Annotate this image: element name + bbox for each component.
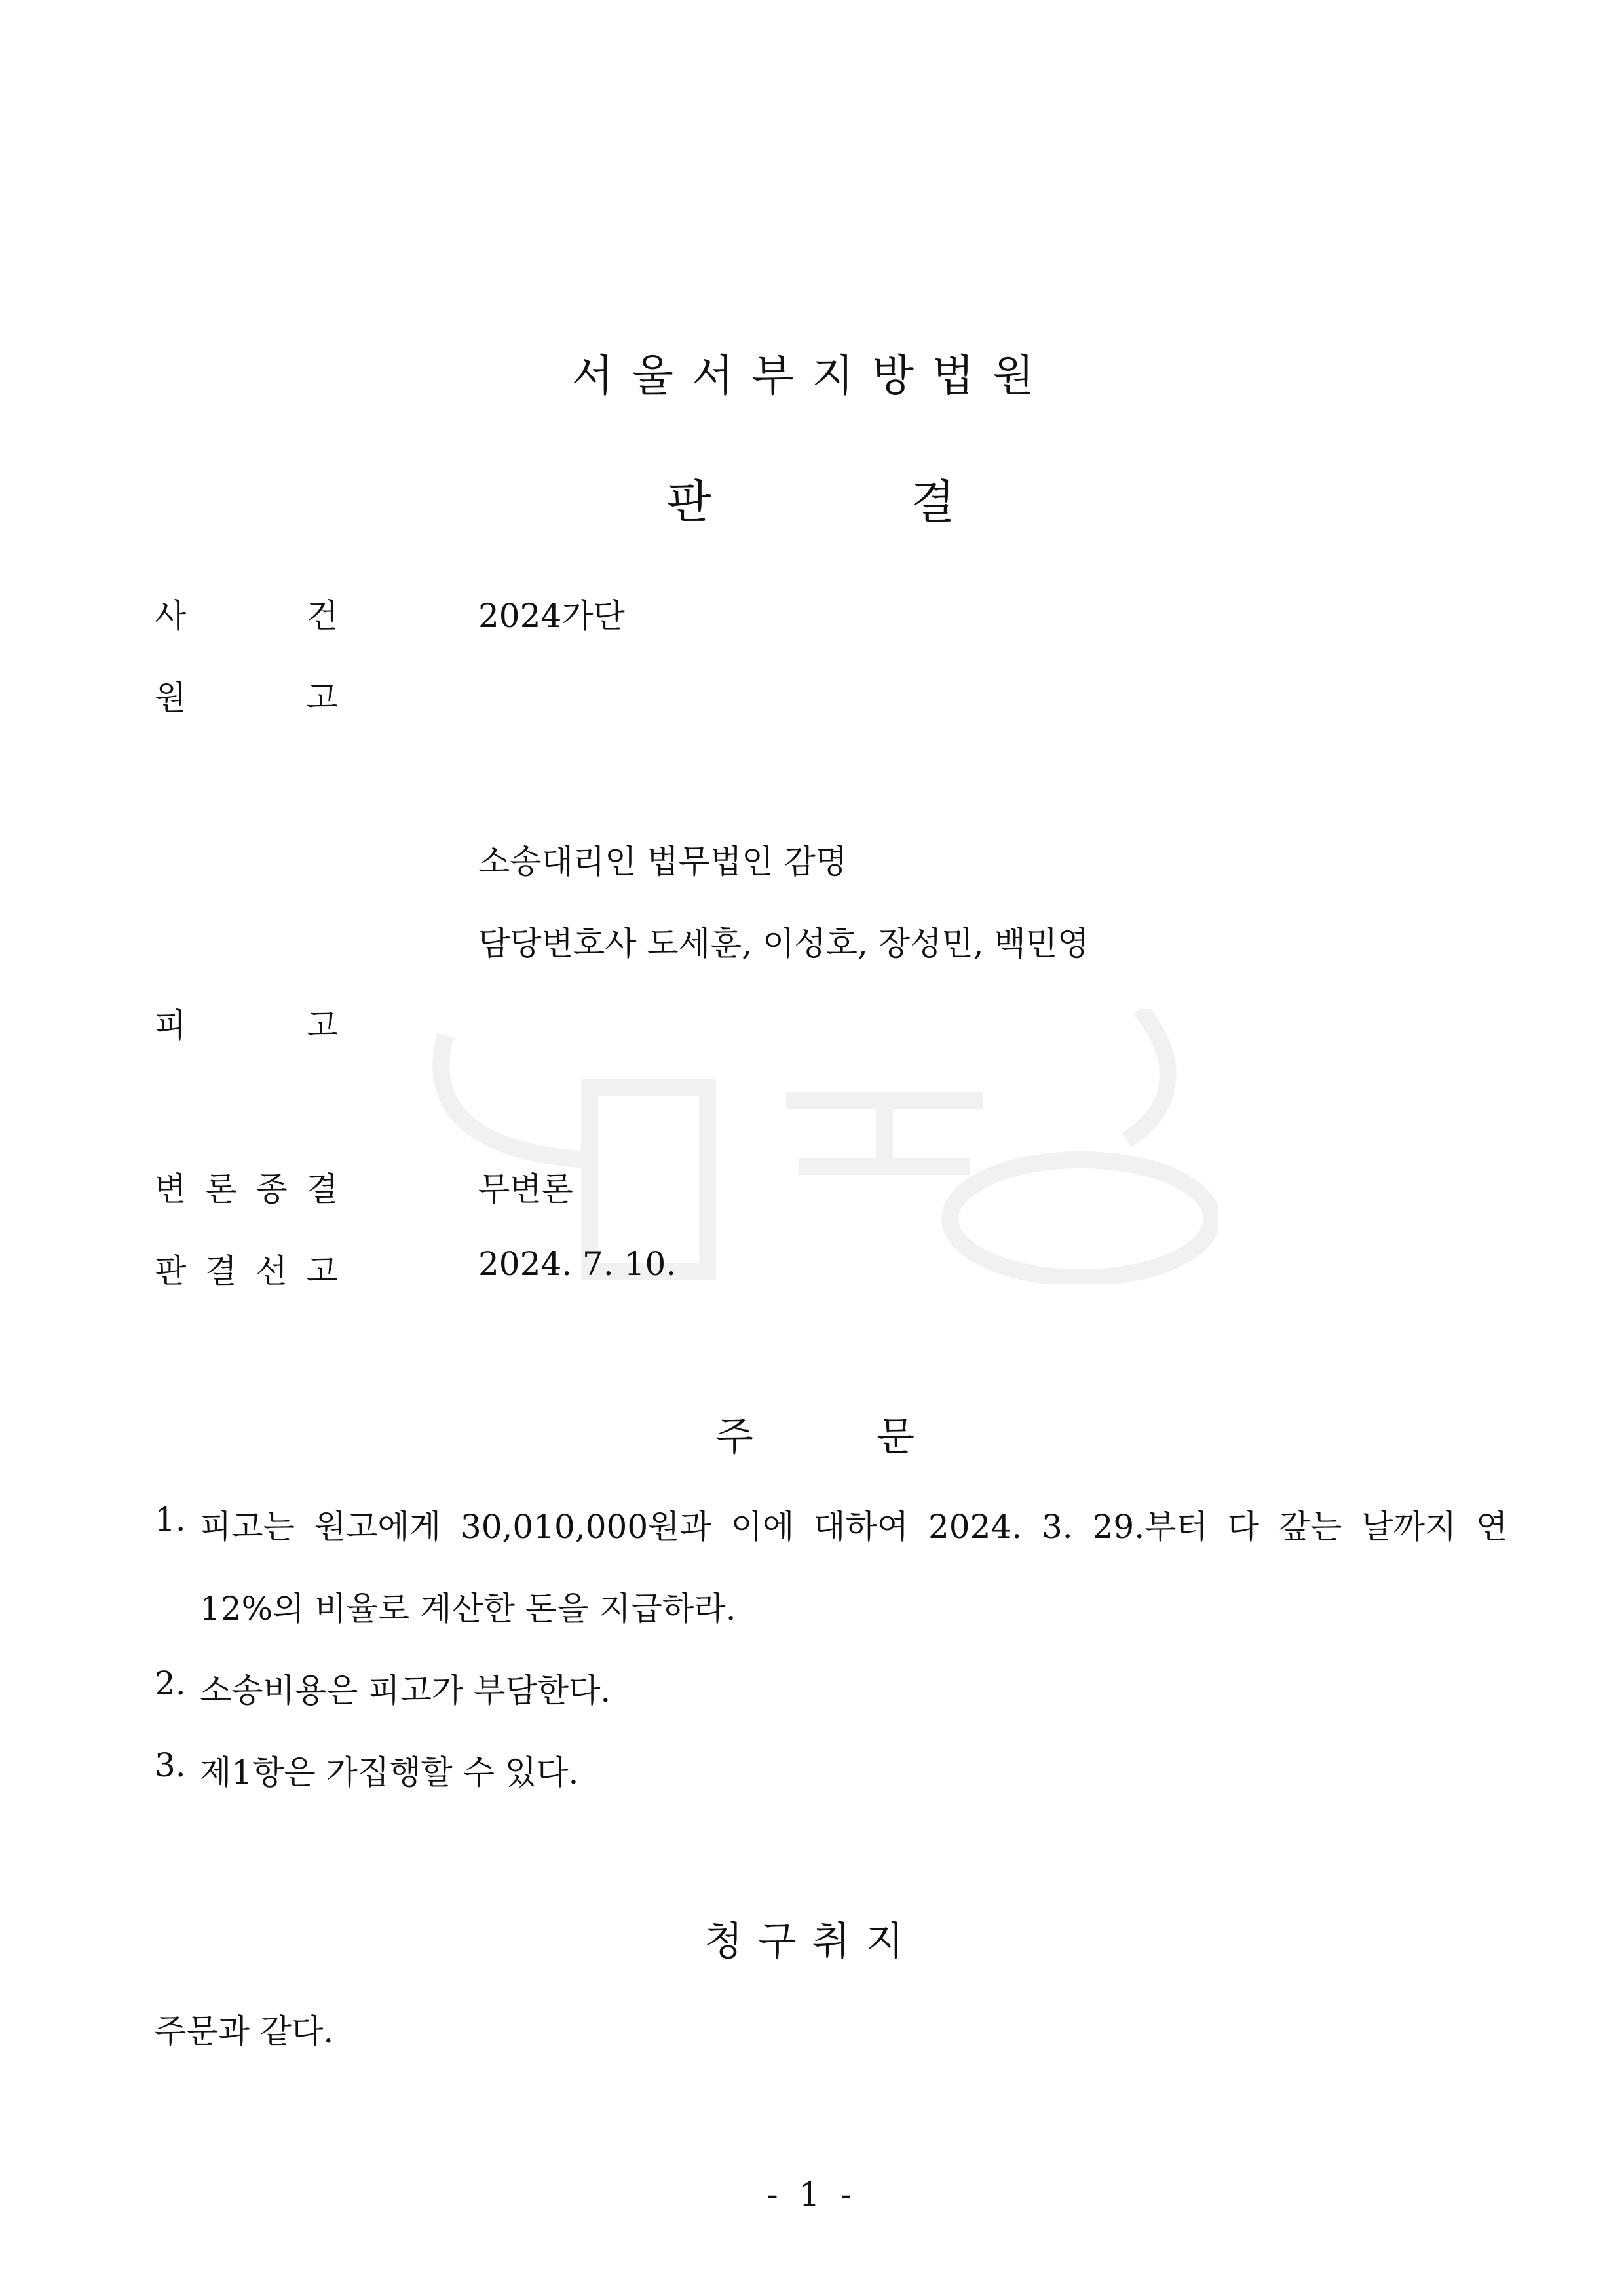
- order-item-2-number: 2.: [155, 1664, 186, 1702]
- order-item-1-number: 1.: [155, 1501, 186, 1539]
- doc-title-right: 결: [911, 475, 955, 529]
- order-item-3-text: 제1항은 가집행할 수 있다.: [200, 1753, 579, 1791]
- closing-argument-value: 무변론: [478, 1170, 573, 1208]
- order-item-2-text: 소송비용은 피고가 부담한다.: [200, 1672, 611, 1710]
- label-plaintiff: 원 고: [155, 679, 338, 717]
- plaintiff-counsel-line1: 소송대리인 법무법인 감명: [478, 843, 848, 881]
- order-heading-right: 문: [877, 1414, 915, 1460]
- label-judgment-date: 판 결 선 고: [155, 1252, 338, 1290]
- page-number: - 1 -: [766, 2175, 858, 2213]
- doc-title-left: 판: [667, 475, 711, 529]
- order-item-1-line1: 피고는 원고에게 30,010,000원과 이에 대하여 2024. 3. 29.부터 다 갚는 날까지 연: [200, 1508, 1508, 1546]
- order-item-3-number: 3.: [155, 1746, 186, 1784]
- order-heading-left: 주: [715, 1414, 753, 1460]
- label-defendant: 피 고: [155, 1006, 338, 1044]
- case-number: 2024가단: [478, 597, 625, 635]
- court-name: 서울서부지방법원: [571, 351, 1053, 401]
- judgment-date: 2024. 7. 10.: [478, 1245, 677, 1283]
- label-case: 사 건: [155, 597, 338, 635]
- label-closing-argument: 변 론 종 결: [155, 1170, 338, 1208]
- watermark-logo: [419, 1009, 1218, 1284]
- claim-heading: 청구취지: [704, 1919, 920, 1964]
- claim-text: 주문과 같다.: [155, 2012, 334, 2050]
- order-item-1-line2: 12%의 비율로 계산한 돈을 지급하라.: [200, 1590, 736, 1628]
- plaintiff-counsel-line2: 담당변호사 도세훈, 이성호, 장성민, 백민영: [478, 925, 1089, 963]
